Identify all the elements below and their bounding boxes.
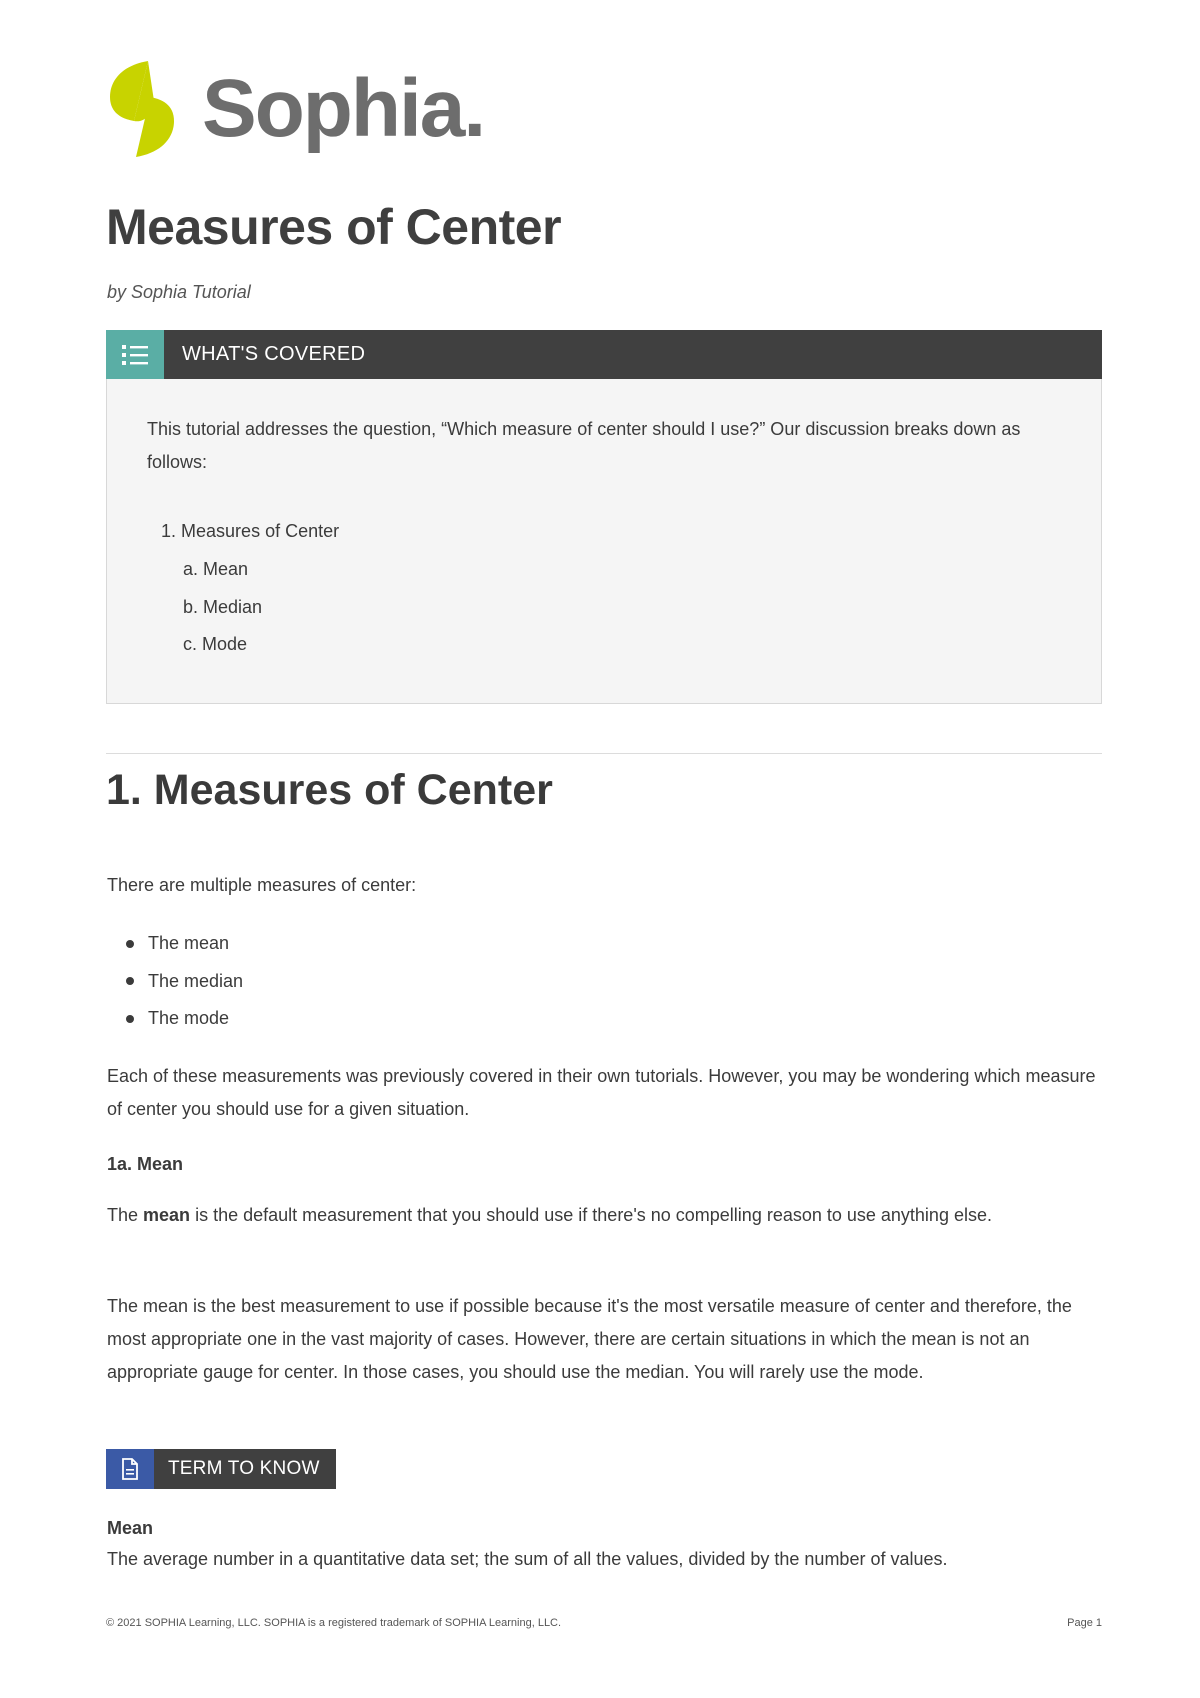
- term-word: Mean: [107, 1518, 154, 1538]
- list-item: The mean: [126, 925, 243, 963]
- subsection-heading: 1a. Mean: [107, 1154, 184, 1174]
- bullet-list: [126, 925, 243, 1038]
- outline-item: a. Mean: [183, 559, 249, 579]
- list-item: The median: [126, 963, 243, 1001]
- outline-item: 1. Measures of Center: [161, 521, 340, 541]
- paragraph: Each of these measurements was previously covered in their own tutorials. However, you may be wondering which measure of center you should use for a given situation.: [107, 1066, 1096, 1119]
- section-divider: [106, 753, 1102, 754]
- term-highlight: mean: [143, 1205, 191, 1225]
- page-title: Measures of Center: [106, 199, 562, 255]
- bullet-icon: [126, 1015, 134, 1023]
- outline-item: c. Mode: [183, 634, 248, 654]
- footer-copyright: © 2021 SOPHIA Learning, LLC. SOPHIA is a registered trademark of SOPHIA Learning, LLC.: [106, 1617, 562, 1629]
- term-definition: The average number in a quantitative data set; the sum of all the values, divided by the number of values.: [107, 1549, 948, 1569]
- outline-item: b. Median: [183, 597, 263, 617]
- term-to-know-label: TERM TO KNOW: [168, 1458, 320, 1479]
- sophia-logo-mark-icon: [104, 57, 180, 161]
- paragraph: The mean is the best measurement to use if possible because it's the most versatile measure of center and therefore, the most appropriate one in the vast majority of cases. However, there are certain situations in which the mean is not an appropriate gauge for center. In those cases, you should use the median. You will rarely use the mode.: [107, 1296, 1072, 1382]
- footer-page-number: Page 1: [1067, 1617, 1102, 1629]
- covered-intro: This tutorial addresses the question, “Which measure of center should I use?” Our discussion breaks down as follows:: [147, 419, 1021, 472]
- list-icon: [106, 330, 164, 379]
- byline: by Sophia Tutorial: [107, 282, 251, 302]
- section-title: 1. Measures of Center: [106, 766, 553, 814]
- sophia-logo: [104, 54, 484, 164]
- whats-covered-body: [106, 379, 1102, 704]
- whats-covered-title: WHAT'S COVERED: [182, 343, 366, 365]
- list-item: The mode: [126, 1000, 243, 1038]
- bullet-icon: [126, 977, 134, 985]
- section-intro: There are multiple measures of center:: [107, 875, 417, 895]
- paragraph: The mean is the default measurement that you should use if there's no compelling reason to use anything else.: [107, 1205, 992, 1225]
- whats-covered-header: [106, 330, 1102, 379]
- sophia-wordmark: Sophia.: [202, 63, 485, 154]
- document-icon: [106, 1449, 154, 1489]
- bullet-icon: [126, 940, 134, 948]
- term-to-know-badge: [106, 1449, 336, 1489]
